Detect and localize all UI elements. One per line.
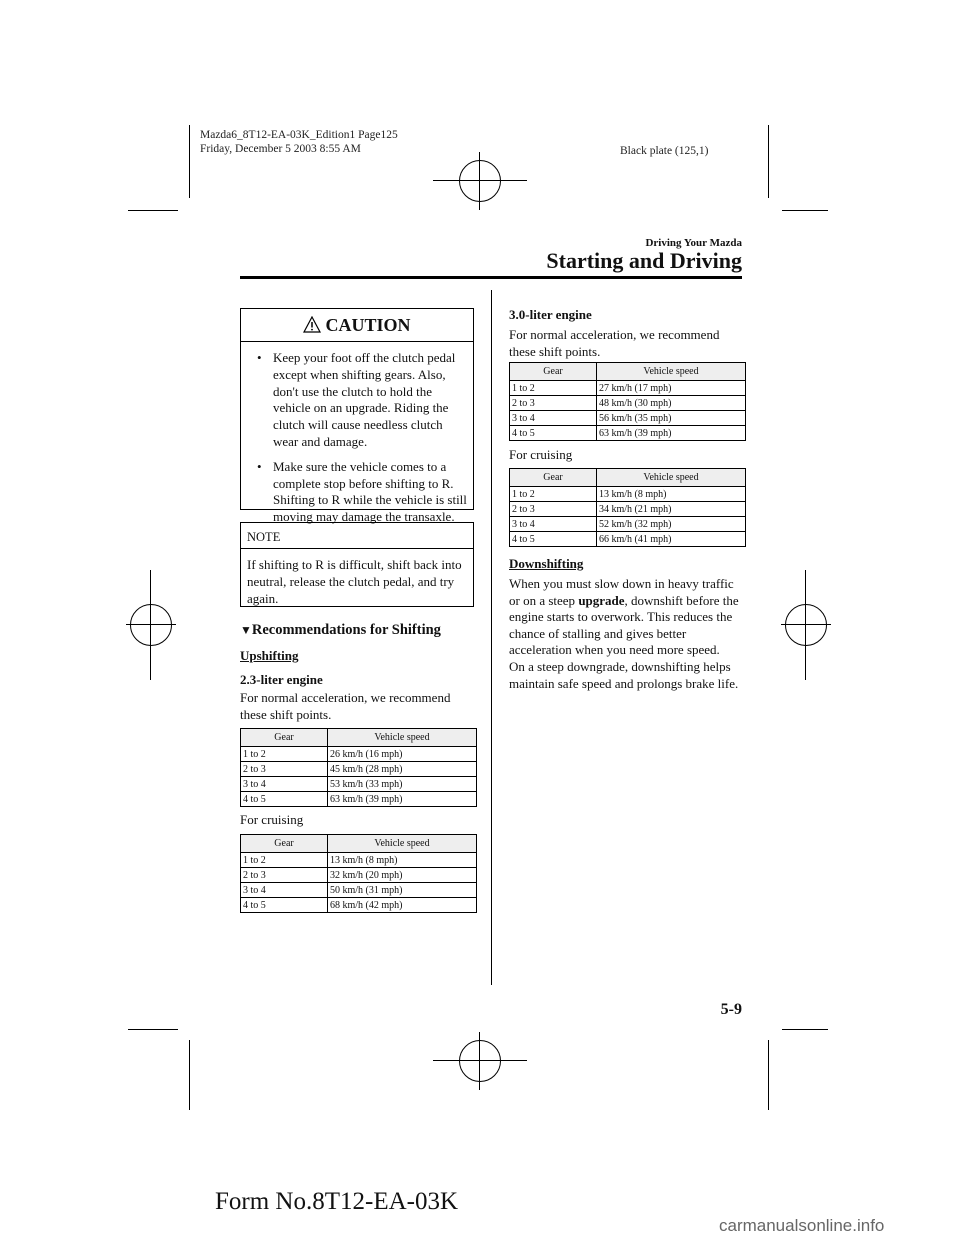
crop-mark xyxy=(189,125,190,198)
crop-mark xyxy=(782,210,828,211)
chapter-title: Driving Your Mazda xyxy=(645,237,742,249)
cruising-table xyxy=(240,834,477,913)
table-header-row: Gear Vehicle speed xyxy=(241,835,477,853)
registration-mark-icon xyxy=(459,1040,501,1082)
shift-points-table xyxy=(240,728,477,807)
caution-list xyxy=(241,350,473,526)
caution-header xyxy=(241,315,473,342)
engine-23-intro: For normal acceleration, we recommend these shift points. xyxy=(240,690,451,722)
caution-item: • Make sure the vehicle comes to a complete stop before shifting to R. Shifting to R while the vehicle is still moving may damage the transaxle. xyxy=(257,458,467,525)
table-row: 4 to 5 66 km/h (41 mph) xyxy=(510,532,746,547)
table-row: 2 to 3 48 km/h (30 mph) xyxy=(510,396,746,411)
crop-mark xyxy=(782,1029,828,1030)
table-row: 4 to 5 63 km/h (39 mph) xyxy=(510,426,746,441)
print-date-line: Friday, December 5 2003 8:55 AM xyxy=(200,143,361,155)
caution-item: • Keep your foot off the clutch pedal except when shifting gears. Also, don't use the clutch to hold the vehicle on an upgrade. Riding the clutch will cause needless clutch wear and damage. xyxy=(257,350,456,449)
crop-mark xyxy=(768,125,769,198)
table-row: 3 to 4 52 km/h (32 mph) xyxy=(510,517,746,532)
table-row: 1 to 2 13 km/h (8 mph) xyxy=(241,853,477,868)
note-title: NOTE xyxy=(241,523,473,549)
table-row: 2 to 3 45 km/h (28 mph) xyxy=(241,762,477,777)
plate-label: Black plate (125,1) xyxy=(620,145,709,157)
column-divider xyxy=(491,290,492,985)
table-header-row: Gear Vehicle speed xyxy=(241,729,477,747)
table-row: 1 to 2 26 km/h (16 mph) xyxy=(241,747,477,762)
cruise-label: For cruising xyxy=(509,447,573,462)
note-body: If shifting to R is difficult, shift back into neutral, release the clutch pedal, and try again. xyxy=(247,557,462,606)
triangle-bullet-icon: ▼ xyxy=(240,623,252,637)
warning-triangle-icon xyxy=(303,316,321,333)
bullet-icon: • xyxy=(257,458,262,474)
note-box xyxy=(240,522,474,607)
table-row: 4 to 5 68 km/h (42 mph) xyxy=(241,898,477,913)
table-row: 3 to 4 53 km/h (33 mph) xyxy=(241,777,477,792)
cruising-table xyxy=(509,468,746,547)
print-file-line: Mazda6_8T12-EA-03K_Edition1 Page125 xyxy=(200,129,398,141)
watermark: carmanualsonline.info xyxy=(719,1216,885,1235)
registration-mark-icon xyxy=(130,604,172,646)
upshifting-heading: Upshifting xyxy=(240,648,299,663)
table-row: 1 to 2 27 km/h (17 mph) xyxy=(510,381,746,396)
cruise-label: For cruising xyxy=(240,812,304,827)
shift-points-table xyxy=(509,362,746,441)
table-row: 3 to 4 50 km/h (31 mph) xyxy=(241,883,477,898)
table-row: 4 to 5 63 km/h (39 mph) xyxy=(241,792,477,807)
downshifting-heading: Downshifting xyxy=(509,556,584,571)
table-row: 3 to 4 56 km/h (35 mph) xyxy=(510,411,746,426)
crop-mark xyxy=(128,210,178,211)
form-number: Form No.8T12-EA-03K xyxy=(215,1188,459,1215)
table-row: 2 to 3 32 km/h (20 mph) xyxy=(241,868,477,883)
engine-30-intro: For normal acceleration, we recommend these shift points. xyxy=(509,327,720,359)
caution-title: CAUTION xyxy=(325,315,411,335)
section-title: Starting and Driving xyxy=(546,248,742,273)
caution-box xyxy=(240,308,474,525)
table-header-row: Gear Vehicle speed xyxy=(510,469,746,487)
table-row: 1 to 2 13 km/h (8 mph) xyxy=(510,487,746,502)
registration-mark-icon xyxy=(459,160,501,202)
engine-30-title: 3.0-liter engine xyxy=(509,307,592,322)
downshifting-paragraph: When you must slow down in heavy traffic or on a steep upgrade, downshift before the engine starts to overwork. This reduces the chance of stalling and gives better acceleration when you need more speed. On a steep downgrade, downshifting helps maintain safe speed and prolongs brake life. xyxy=(509,576,739,691)
crop-mark xyxy=(768,1040,769,1110)
registration-mark-icon xyxy=(785,604,827,646)
bullet-icon: • xyxy=(257,350,262,365)
recommendations-heading: ▼Recommendations for Shifting xyxy=(240,622,441,638)
page-number: 5-9 xyxy=(720,1001,742,1018)
table-header-row: Gear Vehicle speed xyxy=(510,363,746,381)
engine-23-title: 2.3-liter engine xyxy=(240,672,323,687)
table-row: 2 to 3 34 km/h (21 mph) xyxy=(510,502,746,517)
header-rule xyxy=(240,276,742,279)
crop-mark xyxy=(128,1029,178,1030)
crop-mark xyxy=(189,1040,190,1110)
